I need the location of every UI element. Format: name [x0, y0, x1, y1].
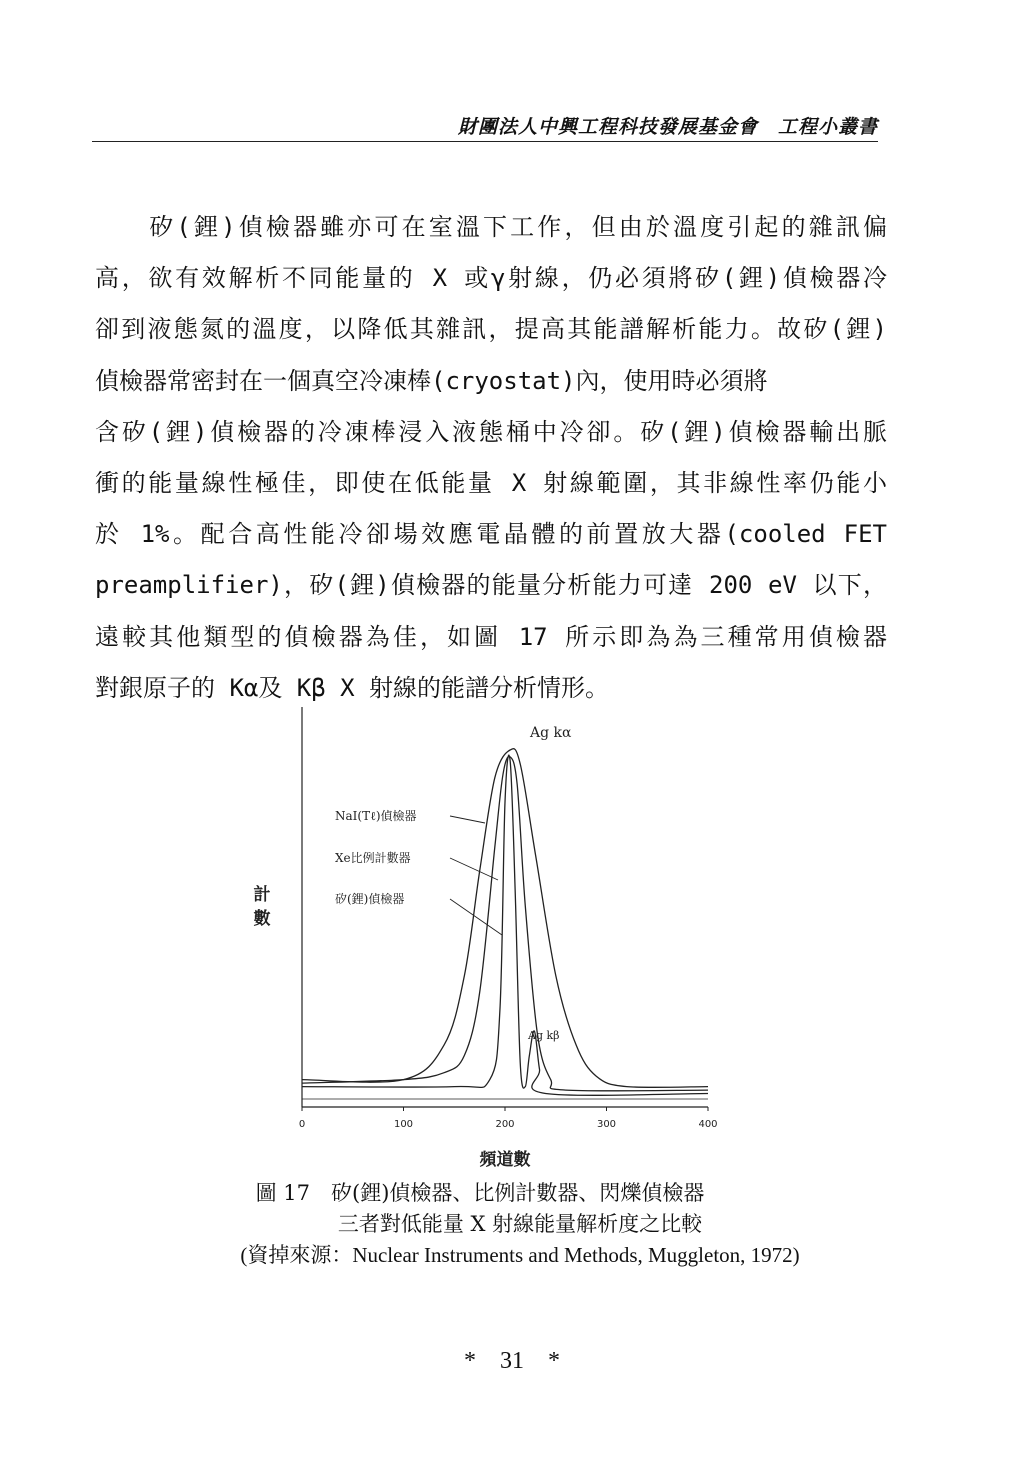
peak-alpha-label: Ag kα [530, 725, 572, 741]
legend-leader-line [450, 858, 498, 880]
header-divider [92, 141, 878, 142]
x-axis-label: 頻道數 [479, 1150, 531, 1170]
paragraph-line: 卻到液態氮的溫度，以降低其雜訊，提高其能譜解析能力。故矽(鋰) [95, 315, 887, 344]
chart-axes [302, 707, 708, 1111]
legend-label: 矽(鋰)偵檢器 [335, 892, 405, 906]
legend-label: Xe比例計數器 [335, 851, 411, 865]
figure-caption [160, 1178, 880, 1271]
caption-subtitle: 三者對低能量 X 射線能量解析度之比較 [337, 1212, 703, 1236]
x-tick-label: 100 [393, 1119, 414, 1130]
spectrum-figure [240, 695, 760, 1175]
paragraph-line: 衝的能量線性極佳，即使在低能量 X 射線範圍，其非線性率仍能小 [95, 468, 887, 497]
paragraph-line: 矽(鋰)偵檢器雖亦可在室溫下工作，但由於溫度引起的雜訊偏 [95, 213, 887, 241]
legend-leader-line [450, 816, 485, 823]
caption-title: 圖 17 矽(鋰)偵檢器、比例計數器、閃爍偵檢器 [255, 1181, 705, 1205]
paragraph-line: 於 1%。配合高性能冷卻場效應電晶體的前置放大器(cooled FET [95, 520, 887, 549]
paragraph-line: 偵檢器常密封在一個真空冷凍棒(cryostat)內，使用時必須將 [95, 366, 768, 395]
chart-curves [302, 749, 708, 1096]
y-axis-label: 計 [253, 885, 271, 905]
x-tick-label: 0 [298, 1119, 306, 1130]
page-number: * 31 * [464, 1348, 560, 1374]
y-axis-label: 數 [253, 909, 271, 929]
paragraph-line: 對銀原子的 Kα及 Kβ X 射線的能譜分析情形。 [95, 673, 610, 702]
sili-curve [302, 755, 708, 1095]
caption-source: (資掉來源：Nuclear Instruments and Methods, Muggleton, 1972) [240, 1243, 800, 1267]
paragraph-line: 遠較其他類型的偵檢器為佳，如圖 17 所示即為為三種常用偵檢器 [95, 622, 887, 651]
paragraph-line: preamplifier)，矽(鋰)偵檢器的能量分析能力可達 200 eV 以下， [95, 571, 887, 600]
body-paragraph [95, 202, 887, 714]
spectrum-chart [240, 695, 760, 1175]
running-header: 財團法人中興工程科技發展基金會 工程小叢書 [457, 116, 878, 138]
legend-leader-line [450, 899, 502, 935]
legend-label: NaI(Tℓ)偵檢器 [335, 809, 417, 823]
x-tick-label: 300 [596, 1119, 617, 1130]
paragraph-line: 含矽(鋰)偵檢器的冷凍棒浸入液態桶中冷卻。矽(鋰)偵檢器輸出脈 [95, 417, 887, 446]
paragraph-line: 高，欲有效解析不同能量的 X 或γ射線，仍必須將矽(鋰)偵檢器冷 [95, 264, 887, 293]
x-tick-label: 400 [698, 1119, 718, 1130]
peak-beta-label: Ag kβ [528, 1029, 560, 1042]
x-tick-label: 200 [495, 1119, 515, 1130]
